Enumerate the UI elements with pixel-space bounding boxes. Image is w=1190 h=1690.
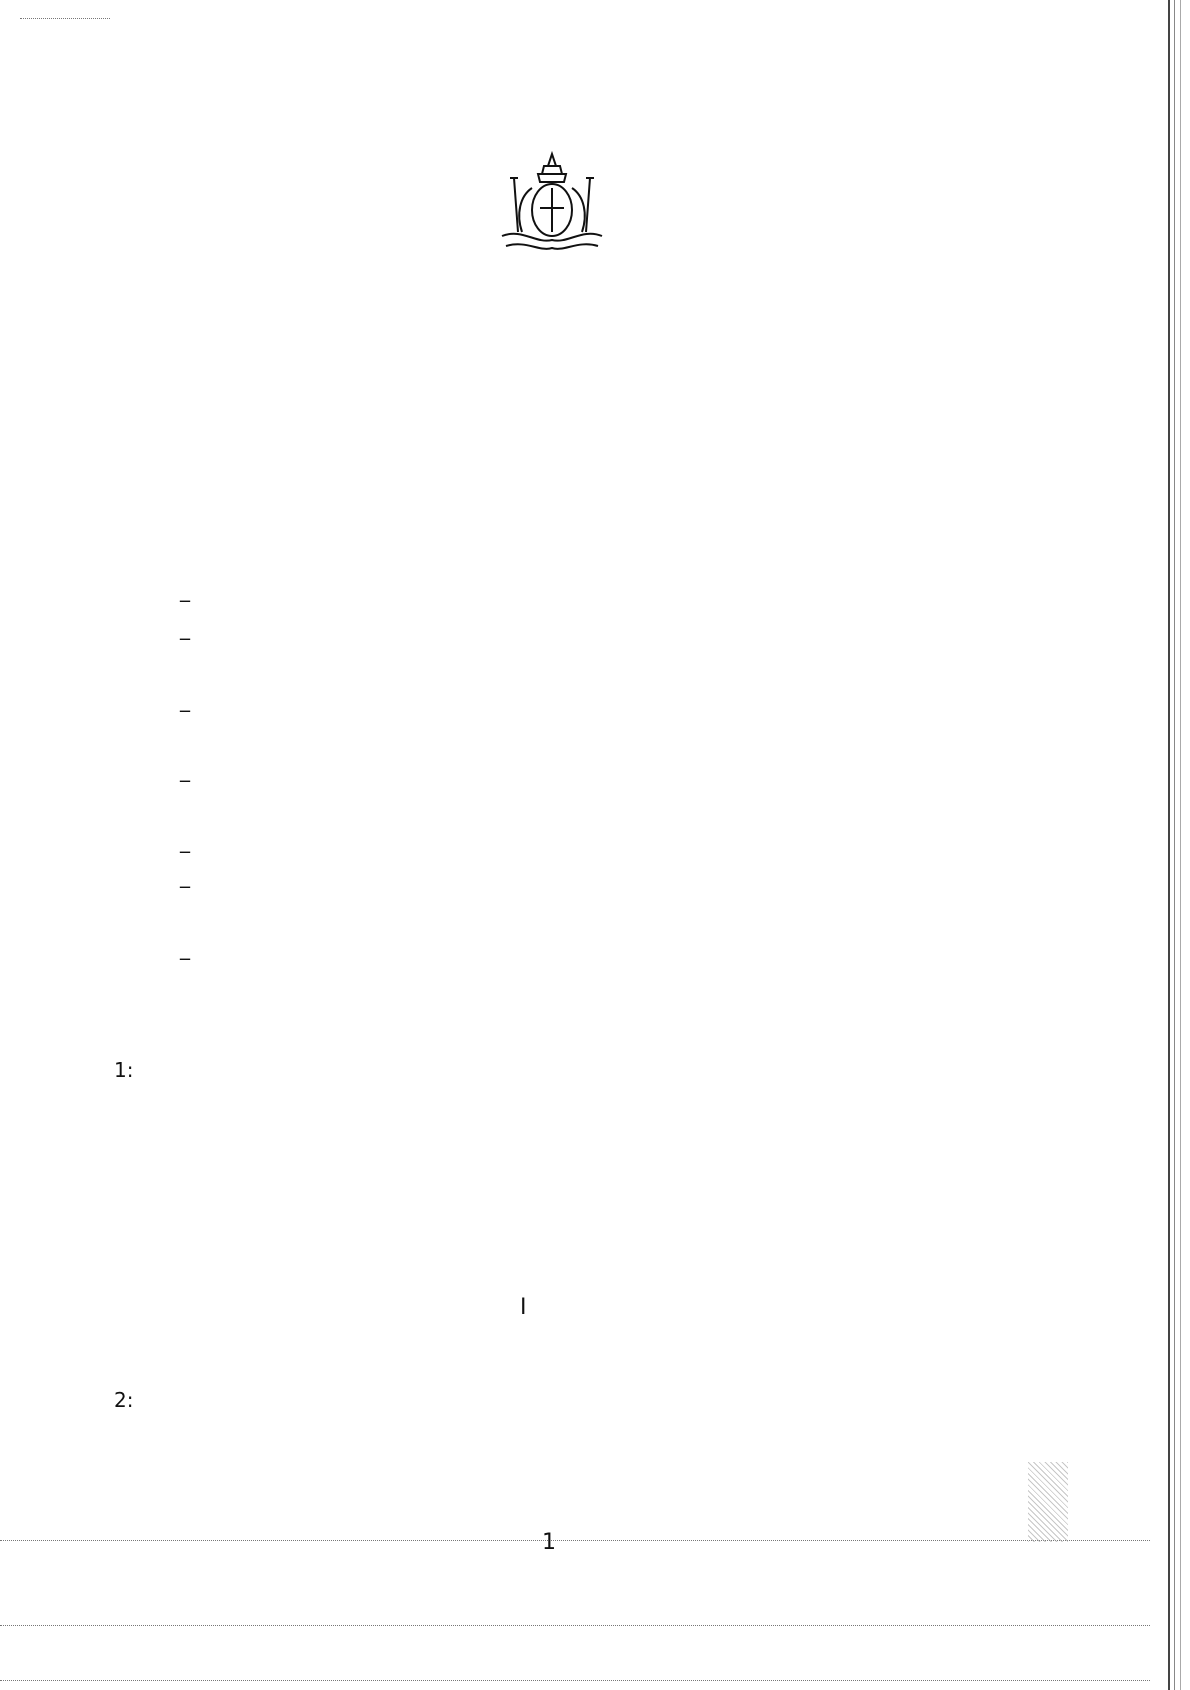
article-label: 2: [114, 1388, 134, 1412]
scan-smudge [1028, 1462, 1068, 1542]
article-label: 1: [114, 1058, 134, 1082]
scan-noise [20, 18, 110, 19]
royal-coat-of-arms-icon [492, 148, 612, 260]
scan-noise [0, 1680, 1150, 1681]
scan-edge-line [1180, 0, 1181, 1690]
document-page: _ _ _ _ _ _ _ 1: I 2: 1 [0, 0, 1190, 1690]
scan-noise [0, 1540, 1150, 1541]
scan-noise [0, 1625, 1150, 1626]
part-heading: I [520, 1295, 527, 1320]
page-number: 1 [542, 1530, 556, 1555]
scan-edge-line [1168, 0, 1170, 1690]
scan-edge-line [1174, 0, 1175, 1690]
